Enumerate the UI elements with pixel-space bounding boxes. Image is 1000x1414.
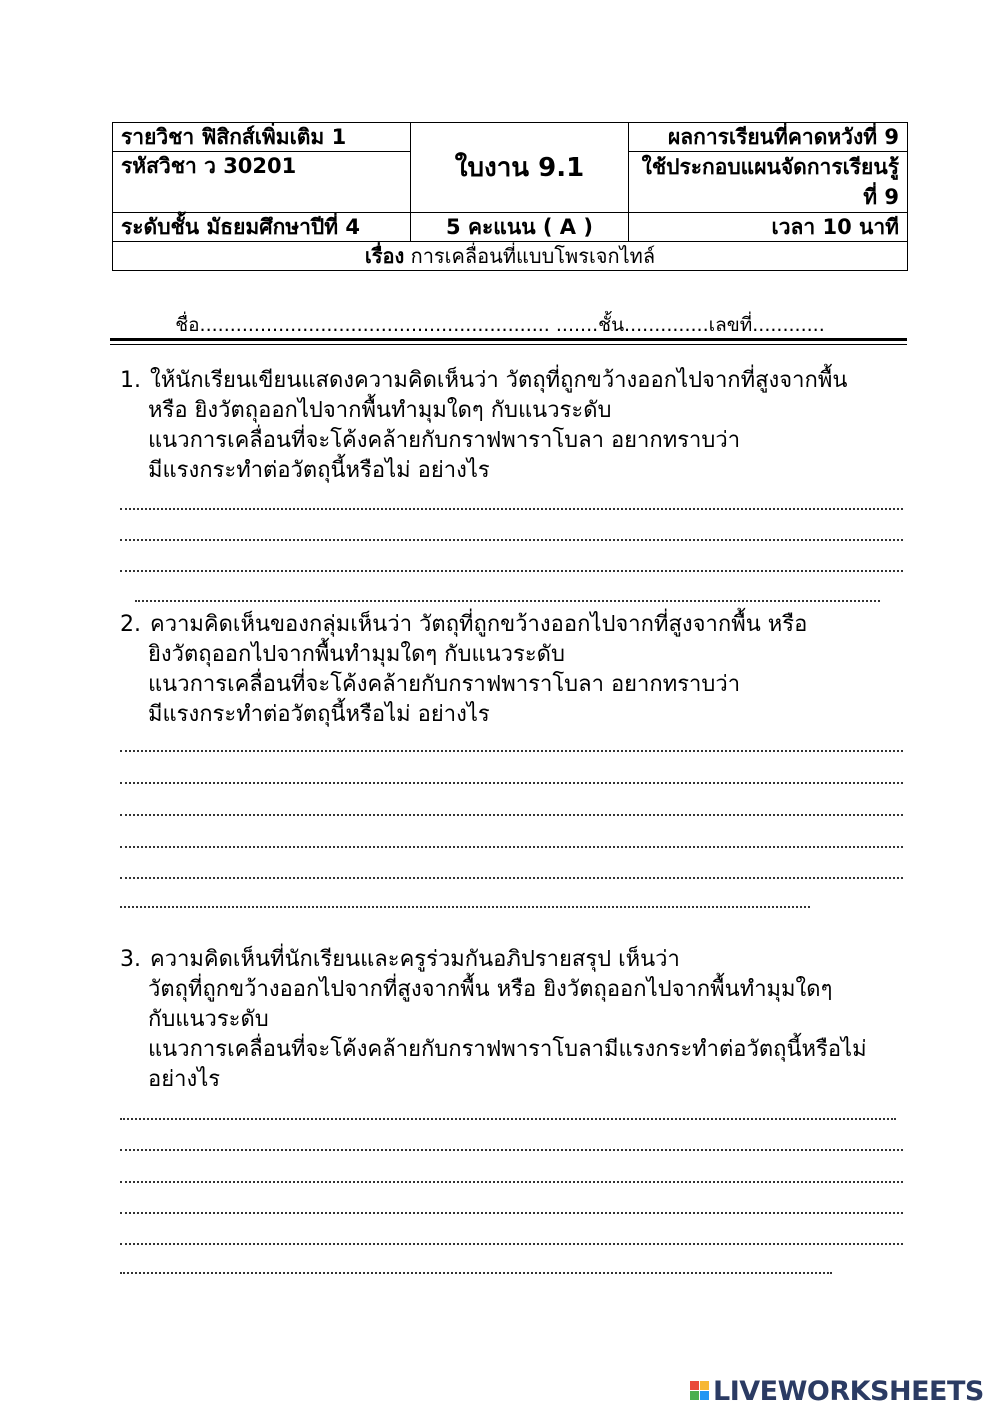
answer-line[interactable]: [120, 1243, 903, 1245]
answer-line[interactable]: [120, 750, 903, 752]
question-line: หรือ ยิงวัตถุออกไปจากพื้นทำมุมใดๆ กับแนวระดับ: [148, 398, 612, 423]
question-1: [120, 366, 920, 486]
question-3: [120, 945, 920, 1095]
score-cell: 5 คะแนน ( A ): [411, 213, 629, 242]
question-number: 1.: [120, 368, 141, 393]
answer-line[interactable]: [120, 846, 903, 848]
divider-thick: [110, 338, 907, 341]
question-line: ความคิดเห็นที่นักเรียนและครูร่วมกันอภิปรายสรุป เห็นว่า: [150, 947, 680, 972]
student-info-line[interactable]: ชื่อ.......................................................... .......ชั้น..............เลขที่............: [175, 314, 825, 336]
header-table: [112, 122, 908, 271]
logo-grid-icon: [690, 1381, 710, 1401]
worksheet-title: ใบงาน 9.1: [411, 123, 629, 213]
question-line: กับแนวระดับ: [148, 1007, 269, 1032]
code-cell: รหัสวิชา ว 30201: [113, 152, 411, 213]
answer-line[interactable]: [120, 877, 903, 879]
answer-line[interactable]: [120, 1149, 903, 1151]
question-2: [120, 610, 920, 730]
answer-line[interactable]: [120, 782, 903, 784]
answer-line[interactable]: [120, 906, 810, 908]
plan-cell: ใช้ประกอบแผนจัดการเรียนรู้ที่ 9: [629, 152, 908, 213]
question-line: วัตถุที่ถูกขว้างออกไปจากที่สูงจากพื้น หรือ ยิงวัตถุออกไปจากพื้นทำมุมใดๆ: [148, 977, 833, 1002]
answer-line[interactable]: [120, 1212, 903, 1214]
question-line: อย่างไร: [148, 1067, 221, 1092]
question-line: แนวการเคลื่อนที่จะโค้งคล้ายกับกราฟพาราโบลา อยากทราบว่า: [148, 428, 741, 453]
question-line: แนวการเคลื่อนที่จะโค้งคล้ายกับกราฟพาราโบลามีแรงกระทำต่อวัตถุนี้หรือไม่: [148, 1037, 867, 1062]
question-line: มีแรงกระทำต่อวัตถุนี้หรือไม่ อย่างไร: [148, 458, 490, 483]
topic-row: [113, 242, 908, 271]
liveworksheets-logo[interactable]: [690, 1376, 984, 1406]
answer-line[interactable]: [120, 539, 903, 541]
question-line: ให้นักเรียนเขียนแสดงความคิดเห็นว่า วัตถุที่ถูกขว้างออกไปจากที่สูงจากพื้น: [150, 368, 848, 393]
question-line: แนวการเคลื่อนที่จะโค้งคล้ายกับกราฟพาราโบลา อยากทราบว่า: [148, 672, 741, 697]
question-number: 2.: [120, 612, 141, 637]
answer-line[interactable]: [120, 570, 903, 572]
level-cell: ระดับชั้น มัธยมศึกษาปีที่ 4: [113, 213, 411, 242]
answer-line[interactable]: [120, 814, 903, 816]
time-cell: เวลา 10 นาที: [629, 213, 908, 242]
subject-cell: รายวิชา ฟิสิกส์เพิ่มเติม 1: [113, 123, 411, 152]
answer-line[interactable]: [120, 1118, 896, 1120]
outcome-cell: ผลการเรียนที่คาดหวังที่ 9: [629, 123, 908, 152]
answer-line[interactable]: [120, 1272, 832, 1274]
topic-label: เรื่อง: [364, 244, 405, 268]
divider-thin: [110, 344, 907, 345]
question-line: ยิงวัตถุออกไปจากพื้นทำมุมใดๆ กับแนวระดับ: [148, 642, 565, 667]
question-number: 3.: [120, 947, 141, 972]
topic-text: การเคลื่อนที่แบบโพรเจกไทล์: [410, 244, 656, 268]
answer-line[interactable]: [135, 600, 880, 602]
question-line: มีแรงกระทำต่อวัตถุนี้หรือไม่ อย่างไร: [148, 702, 490, 727]
brand-text: LIVEWORKSHEETS: [713, 1376, 984, 1407]
question-line: ความคิดเห็นของกลุ่มเห็นว่า วัตถุที่ถูกขว้างออกไปจากที่สูงจากพื้น หรือ: [150, 612, 808, 637]
answer-line[interactable]: [120, 1181, 903, 1183]
answer-line[interactable]: [120, 508, 903, 510]
